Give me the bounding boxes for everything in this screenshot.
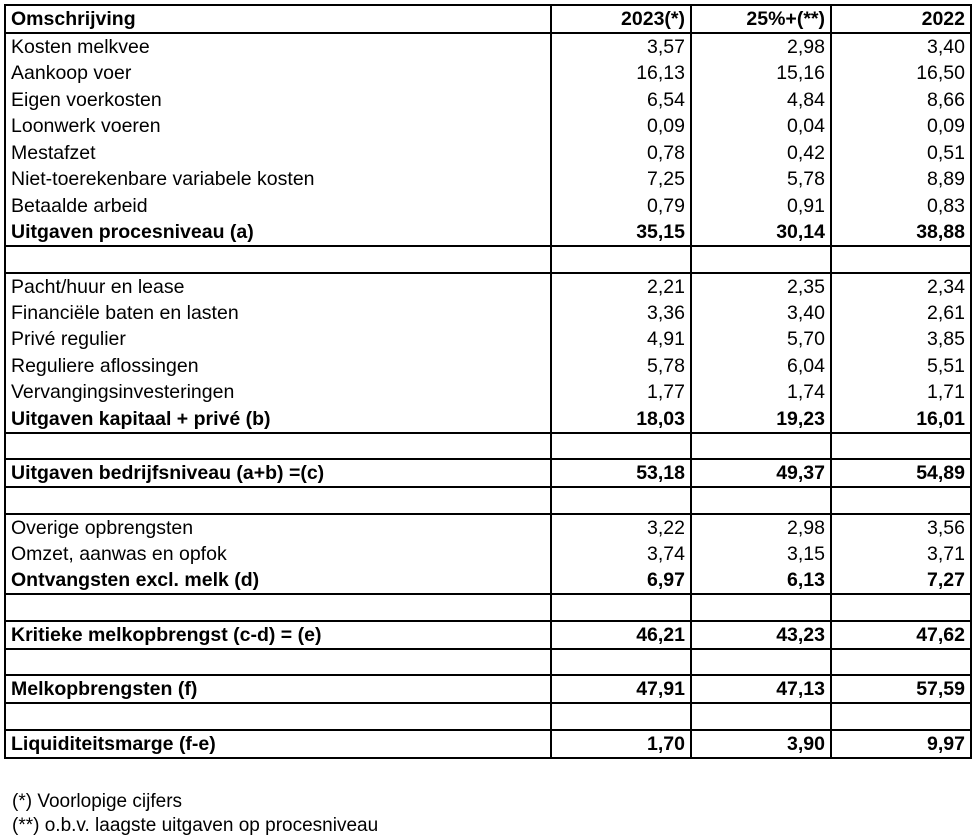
- row-label: Melkopbrengsten (f): [5, 675, 551, 703]
- row-label: Pacht/huur en lease: [5, 273, 551, 300]
- value-2023: 18,03: [551, 406, 691, 433]
- value-2022: 54,89: [831, 459, 971, 487]
- table-row: [5, 60, 971, 87]
- table-row: [5, 514, 971, 541]
- value-2022: 1,71: [831, 379, 971, 406]
- value-2022: 3,71: [831, 541, 971, 568]
- value-2023: 0,09: [551, 113, 691, 140]
- value-2022: 38,88: [831, 219, 971, 246]
- row-label: [5, 594, 551, 621]
- value-25pct: 0,42: [691, 140, 831, 167]
- value-2022: 47,62: [831, 621, 971, 649]
- table-row: [5, 406, 971, 433]
- value-2023: 6,54: [551, 87, 691, 114]
- table-row: [5, 567, 971, 594]
- spacer-row: [5, 433, 971, 460]
- value-25pct: 47,13: [691, 675, 831, 703]
- footnote-lowest-costs: (**) o.b.v. laagste uitgaven op procesniveau: [12, 815, 379, 836]
- value-2023: 6,97: [551, 567, 691, 594]
- value-2023: [551, 246, 691, 273]
- value-25pct: 3,40: [691, 300, 831, 327]
- row-label: Overige opbrengsten: [5, 514, 551, 541]
- table-row: [5, 113, 971, 140]
- row-label: Loonwerk voeren: [5, 113, 551, 140]
- value-2022: 0,09: [831, 113, 971, 140]
- value-2023: 47,91: [551, 675, 691, 703]
- row-label: Eigen voerkosten: [5, 87, 551, 114]
- row-label: Liquiditeitsmarge (f-e): [5, 730, 551, 758]
- value-25pct: [691, 433, 831, 460]
- row-label: Uitgaven procesniveau (a): [5, 219, 551, 246]
- header-2023: 2023(*): [551, 5, 691, 33]
- value-2022: 0,83: [831, 193, 971, 220]
- table-row: [5, 273, 971, 300]
- row-label: [5, 246, 551, 273]
- table-row: [5, 621, 971, 649]
- value-2022: [831, 433, 971, 460]
- value-2022: 7,27: [831, 567, 971, 594]
- value-2023: 35,15: [551, 219, 691, 246]
- value-2022: 2,61: [831, 300, 971, 327]
- spacer-row: [5, 594, 971, 621]
- value-2022: [831, 649, 971, 676]
- value-2022: 16,01: [831, 406, 971, 433]
- row-label: Mestafzet: [5, 140, 551, 167]
- table-row: [5, 326, 971, 353]
- value-25pct: 43,23: [691, 621, 831, 649]
- value-2022: 8,66: [831, 87, 971, 114]
- financial-table: [4, 4, 972, 759]
- value-2022: 8,89: [831, 166, 971, 193]
- table-row: [5, 193, 971, 220]
- row-label: Uitgaven bedrijfsniveau (a+b) =(c): [5, 459, 551, 487]
- value-2023: [551, 649, 691, 676]
- table-row: [5, 379, 971, 406]
- row-label: Kritieke melkopbrengst (c-d) = (e): [5, 621, 551, 649]
- value-25pct: 3,15: [691, 541, 831, 568]
- row-label: Kosten melkvee: [5, 33, 551, 60]
- value-2022: [831, 703, 971, 730]
- value-2022: [831, 487, 971, 514]
- value-25pct: 0,04: [691, 113, 831, 140]
- value-25pct: 6,04: [691, 353, 831, 380]
- footnotes: [12, 790, 378, 838]
- value-2022: 5,51: [831, 353, 971, 380]
- row-label: Uitgaven kapitaal + privé (b): [5, 406, 551, 433]
- spacer-row: [5, 246, 971, 273]
- table-header-row: [5, 5, 971, 33]
- table-row: [5, 541, 971, 568]
- value-25pct: 49,37: [691, 459, 831, 487]
- value-2023: 3,36: [551, 300, 691, 327]
- value-2023: 1,77: [551, 379, 691, 406]
- value-25pct: 2,98: [691, 33, 831, 60]
- value-2022: 3,85: [831, 326, 971, 353]
- spacer-row: [5, 487, 971, 514]
- spacer-row: [5, 703, 971, 730]
- value-25pct: 15,16: [691, 60, 831, 87]
- value-2023: 4,91: [551, 326, 691, 353]
- table-row: [5, 219, 971, 246]
- row-label: Aankoop voer: [5, 60, 551, 87]
- value-25pct: 30,14: [691, 219, 831, 246]
- row-label: [5, 433, 551, 460]
- header-25pct: 25%+(**): [691, 5, 831, 33]
- value-2022: 9,97: [831, 730, 971, 758]
- value-2022: 3,40: [831, 33, 971, 60]
- value-2022: 16,50: [831, 60, 971, 87]
- value-25pct: [691, 649, 831, 676]
- table-row: [5, 459, 971, 487]
- row-label: Niet-toerekenbare variabele kosten: [5, 166, 551, 193]
- row-label: Vervangingsinvesteringen: [5, 379, 551, 406]
- value-2023: 3,74: [551, 541, 691, 568]
- value-2023: 0,79: [551, 193, 691, 220]
- value-25pct: 0,91: [691, 193, 831, 220]
- table-row: [5, 353, 971, 380]
- value-2022: [831, 246, 971, 273]
- value-25pct: [691, 246, 831, 273]
- table-row: [5, 33, 971, 60]
- value-25pct: 4,84: [691, 87, 831, 114]
- row-label: [5, 649, 551, 676]
- table-row: [5, 730, 971, 758]
- table-row: [5, 140, 971, 167]
- value-25pct: 2,98: [691, 514, 831, 541]
- value-25pct: 1,74: [691, 379, 831, 406]
- value-2023: 5,78: [551, 353, 691, 380]
- value-25pct: 6,13: [691, 567, 831, 594]
- row-label: Ontvangsten excl. melk (d): [5, 567, 551, 594]
- row-label: Omzet, aanwas en opfok: [5, 541, 551, 568]
- value-2023: 1,70: [551, 730, 691, 758]
- value-2023: 3,22: [551, 514, 691, 541]
- value-2023: [551, 487, 691, 514]
- value-2023: [551, 433, 691, 460]
- value-2022: 3,56: [831, 514, 971, 541]
- value-25pct: 5,70: [691, 326, 831, 353]
- header-2022: 2022: [831, 5, 971, 33]
- table-row: [5, 300, 971, 327]
- value-2023: 3,57: [551, 33, 691, 60]
- table-row: [5, 166, 971, 193]
- value-2022: 2,34: [831, 273, 971, 300]
- value-2023: 7,25: [551, 166, 691, 193]
- table-body: [5, 33, 971, 758]
- value-2023: [551, 703, 691, 730]
- value-25pct: 3,90: [691, 730, 831, 758]
- table-row: [5, 87, 971, 114]
- value-2023: 16,13: [551, 60, 691, 87]
- row-label: Betaalde arbeid: [5, 193, 551, 220]
- row-label: Privé regulier: [5, 326, 551, 353]
- row-label: Financiële baten en lasten: [5, 300, 551, 327]
- row-label: Reguliere aflossingen: [5, 353, 551, 380]
- value-2023: 0,78: [551, 140, 691, 167]
- row-label: [5, 703, 551, 730]
- value-2023: 53,18: [551, 459, 691, 487]
- value-25pct: [691, 703, 831, 730]
- value-2022: 57,59: [831, 675, 971, 703]
- value-25pct: [691, 487, 831, 514]
- spacer-row: [5, 649, 971, 676]
- row-label: [5, 487, 551, 514]
- value-2022: 0,51: [831, 140, 971, 167]
- value-25pct: 5,78: [691, 166, 831, 193]
- value-2023: 46,21: [551, 621, 691, 649]
- table-row: [5, 675, 971, 703]
- value-2023: 2,21: [551, 273, 691, 300]
- value-2022: [831, 594, 971, 621]
- value-25pct: 19,23: [691, 406, 831, 433]
- header-omschrijving: Omschrijving: [5, 5, 551, 33]
- value-25pct: 2,35: [691, 273, 831, 300]
- footnote-preliminary: (*) Voorlopige cijfers: [12, 791, 183, 812]
- value-25pct: [691, 594, 831, 621]
- value-2023: [551, 594, 691, 621]
